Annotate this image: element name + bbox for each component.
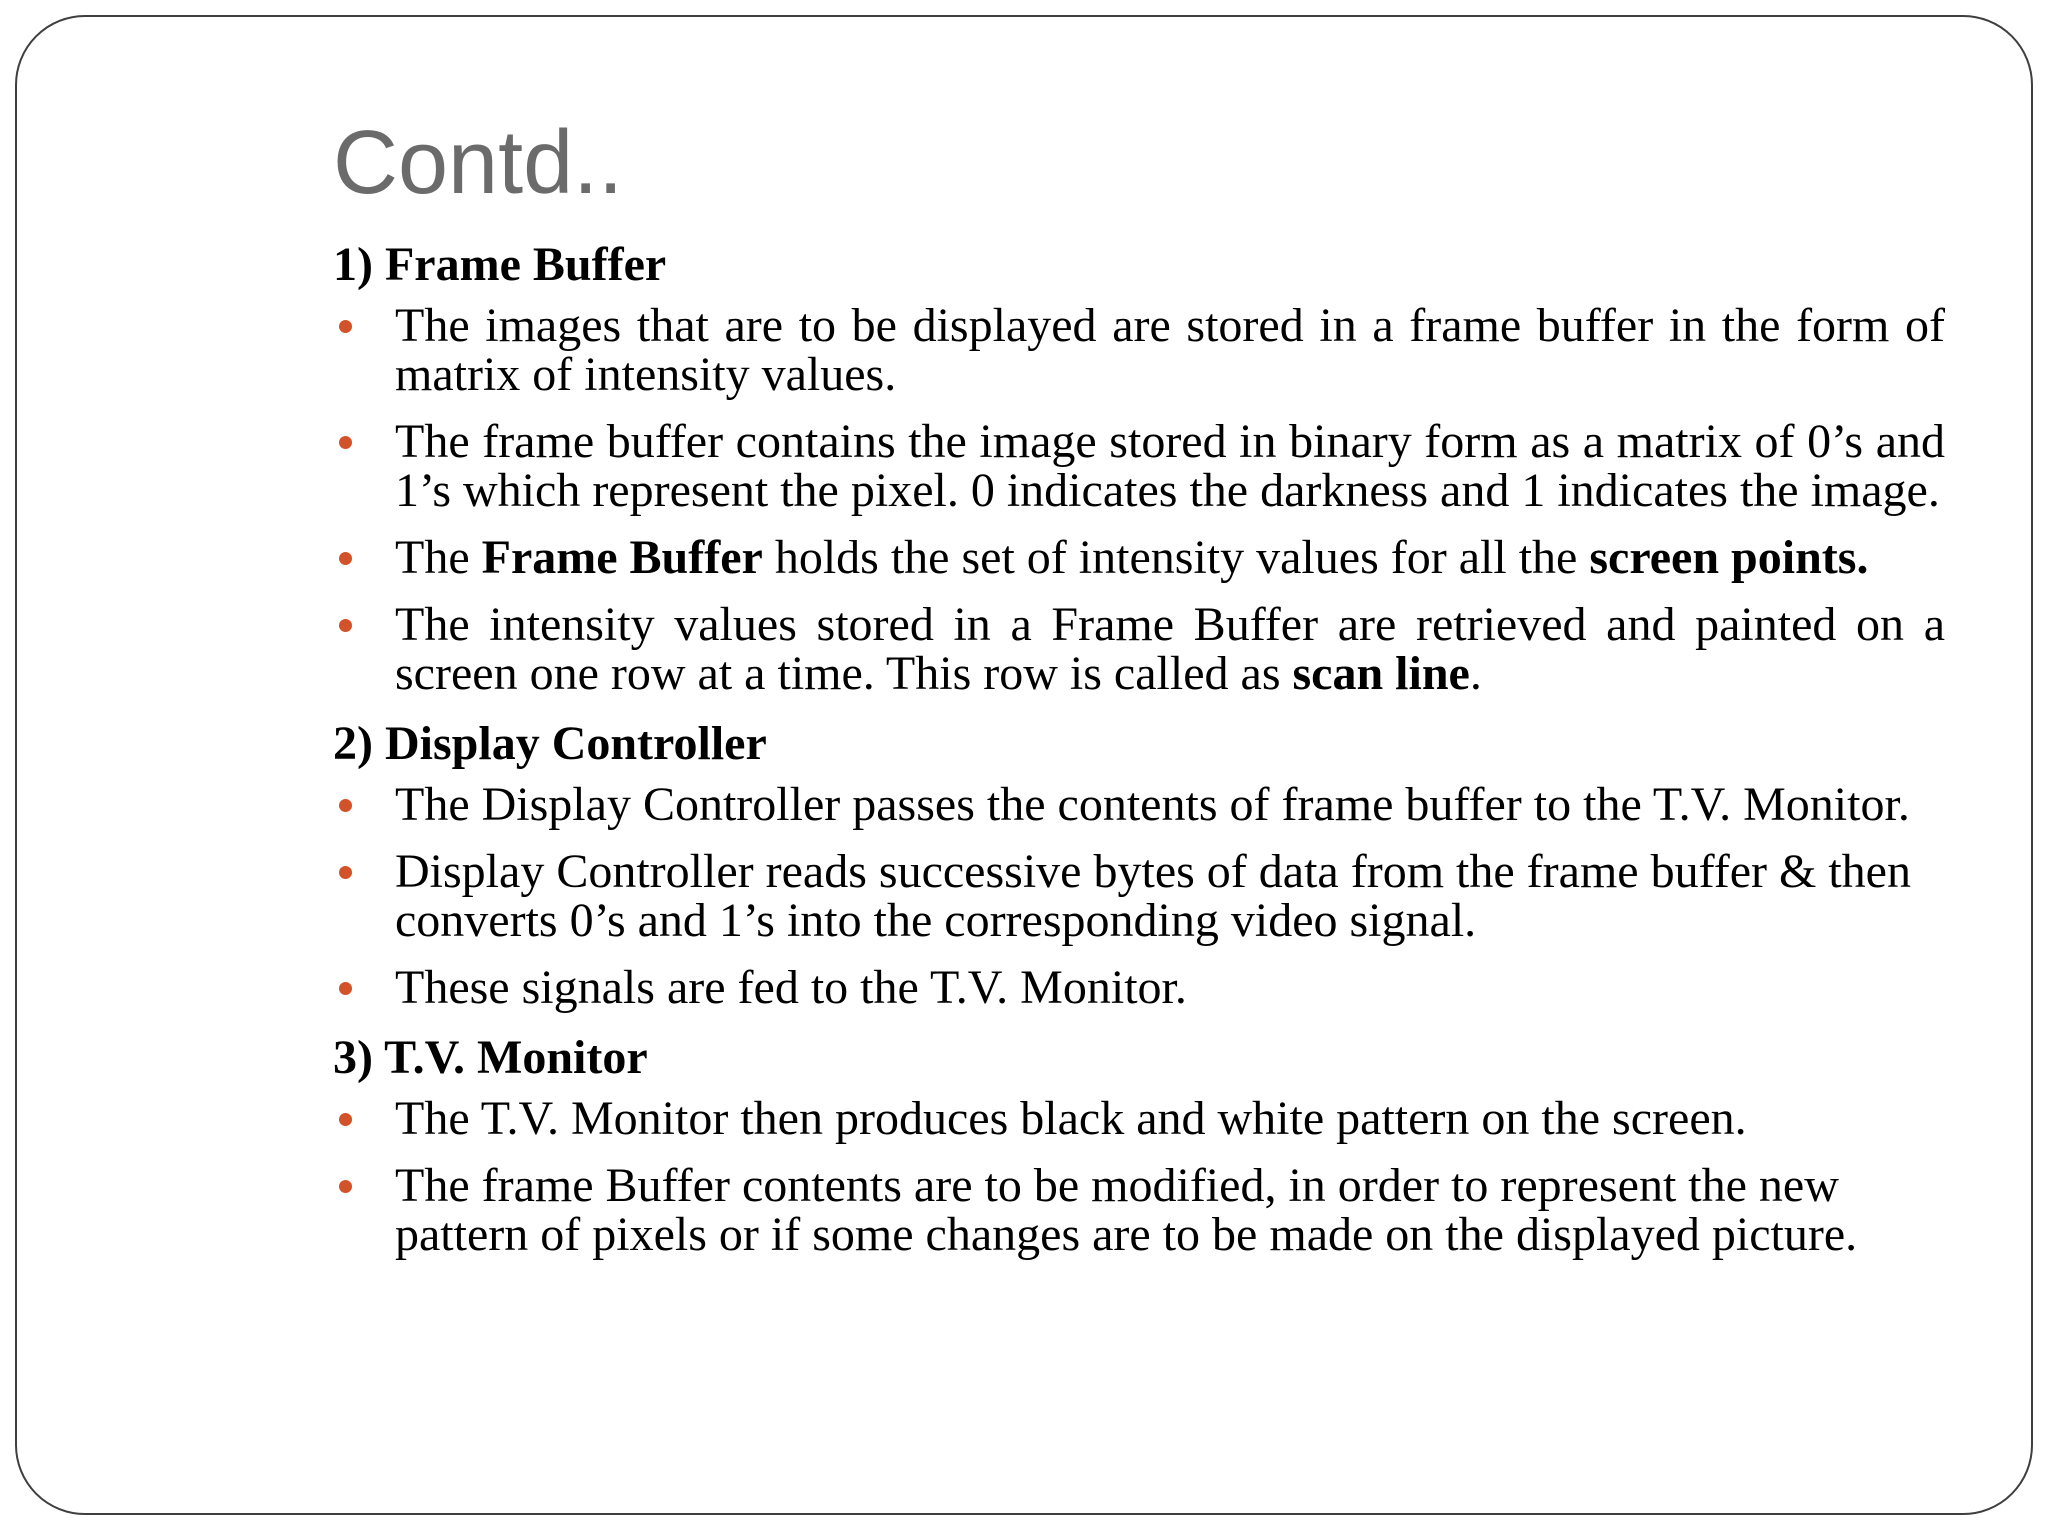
bullet-text: . (1469, 647, 1482, 700)
section-tv-monitor (333, 1030, 1945, 1259)
bullet-text: Display Controller reads successive bytes of data from the frame buffer & then converts 0’s and 1’s into the corresponding video signal. (395, 845, 1911, 947)
section-frame-buffer (333, 237, 1945, 698)
bold-term: screen points. (1589, 531, 1869, 584)
bullet-list (333, 1094, 1945, 1259)
list-item (333, 533, 1945, 582)
slide-content (333, 237, 1945, 1277)
bullet-dot-icon (339, 799, 352, 812)
bold-term: Frame Buffer (481, 531, 763, 584)
list-item (333, 847, 1945, 945)
bullet-dot-icon (339, 1180, 352, 1193)
list-item (333, 1094, 1945, 1143)
bullet-text: These signals are fed to the T.V. Monitor. (395, 961, 1187, 1014)
bullet-dot-icon (339, 552, 352, 565)
section-heading: 2) Display Controller (333, 717, 767, 770)
list-item (333, 1161, 1945, 1259)
bullet-dot-icon (339, 1113, 352, 1126)
bullet-text: The intensity values stored in a Frame Buffer are retrieved and painted on a screen one row at a time. This row is called as (395, 598, 1945, 700)
list-item (333, 780, 1945, 829)
bullet-list (333, 301, 1945, 698)
section-heading: 3) T.V. Monitor (333, 1031, 648, 1084)
bullet-text: The images that are to be displayed are stored in a frame buffer in the form of matrix of intensity values. (395, 299, 1945, 401)
bullet-dot-icon (339, 436, 352, 449)
bullet-text: The frame Buffer contents are to be modified, in order to represent the new pattern of pixels or if some changes are to be made on the displayed picture. (395, 1159, 1858, 1261)
bullet-list (333, 780, 1945, 1012)
bullet-text: The (395, 531, 482, 584)
bullet-dot-icon (339, 982, 352, 995)
bullet-dot-icon (339, 320, 352, 333)
bullet-text: holds the set of intensity values for all the (762, 531, 1590, 584)
bold-term: scan line (1292, 647, 1470, 700)
bullet-text: The Display Controller passes the contents of frame buffer to the T.V. Monitor. (395, 778, 1910, 831)
slide-frame (15, 15, 2033, 1515)
section-heading: 1) Frame Buffer (333, 238, 667, 291)
slide-title: Contd.. (333, 113, 624, 213)
list-item (333, 600, 1945, 698)
list-item (333, 417, 1945, 515)
list-item (333, 963, 1945, 1012)
bullet-text: The frame buffer contains the image stored in binary form as a matrix of 0’s and 1’s which represent the pixel. 0 indicates the darkness and 1 indicates the image. (395, 415, 1945, 517)
list-item (333, 301, 1945, 399)
bullet-dot-icon (339, 866, 352, 879)
section-display-controller (333, 716, 1945, 1012)
bullet-dot-icon (339, 619, 352, 632)
bullet-text: The T.V. Monitor then produces black and white pattern on the screen. (395, 1092, 1747, 1145)
